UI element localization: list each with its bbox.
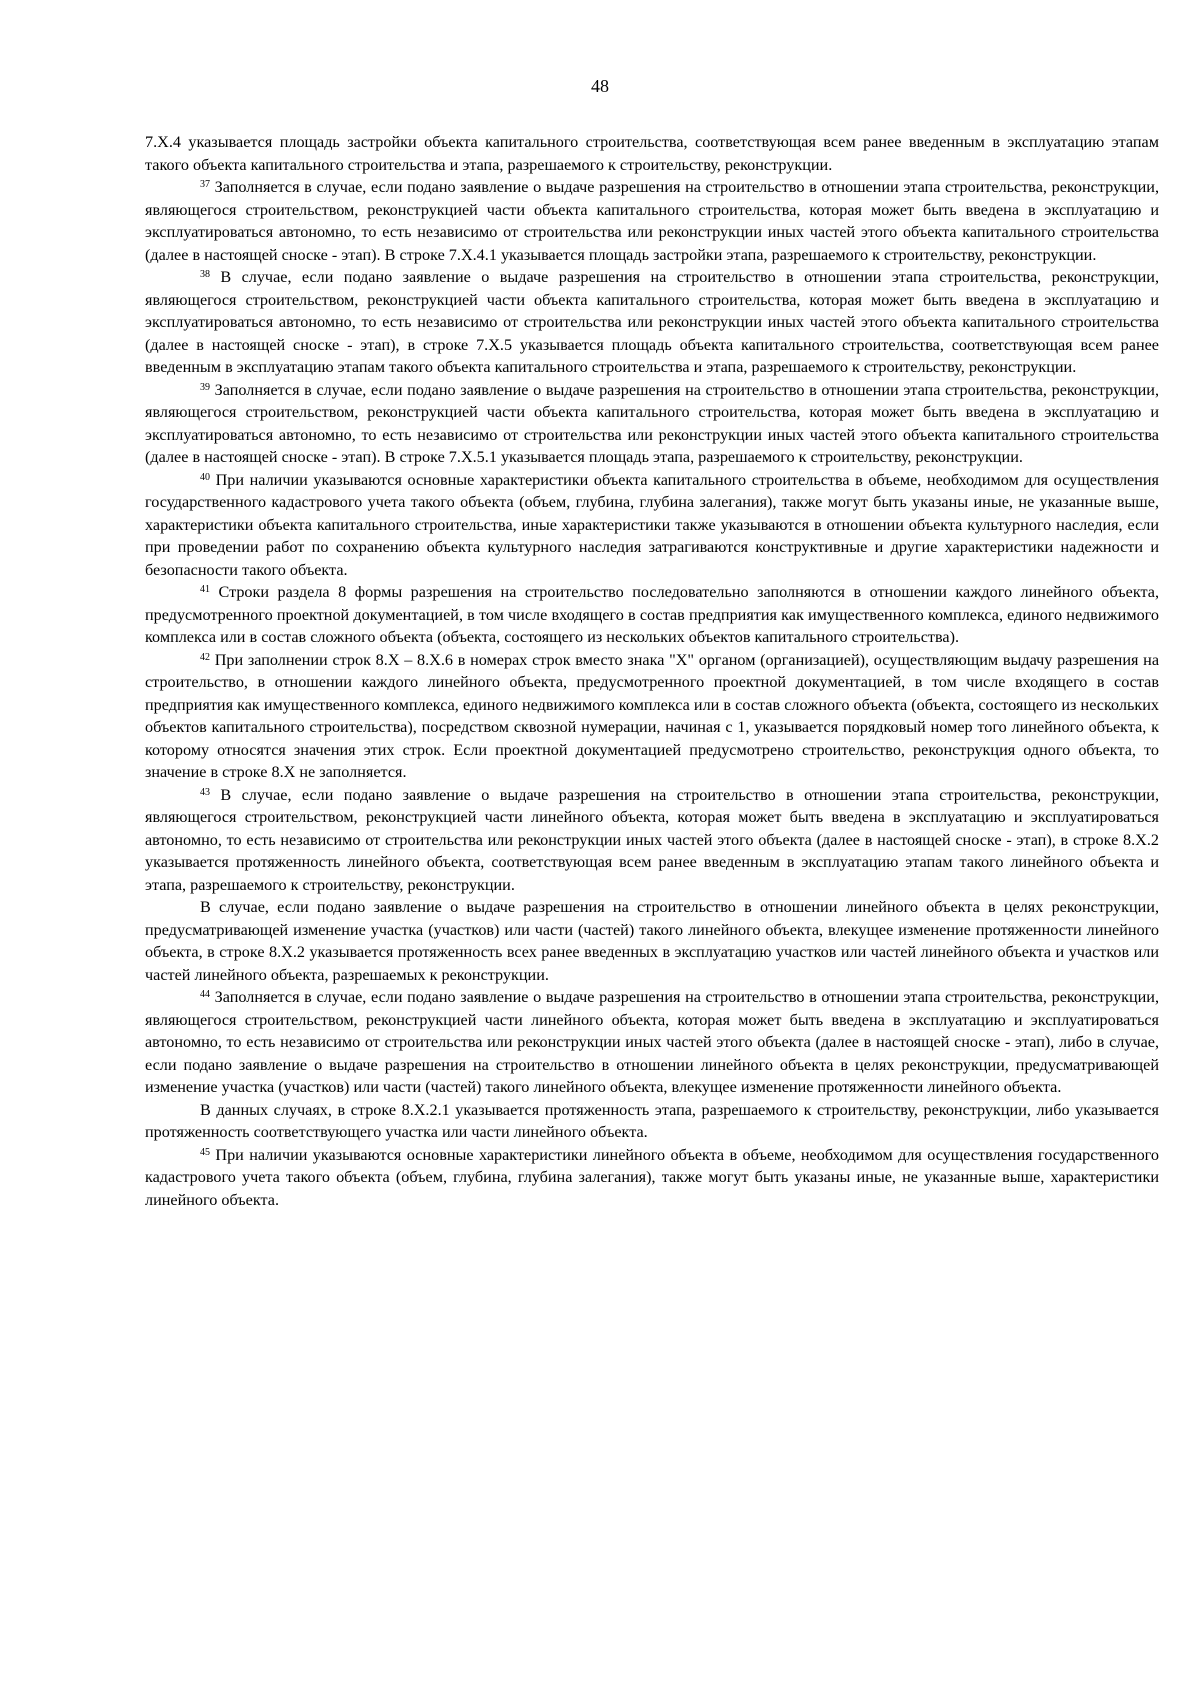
- footnote-text: В случае, если подано заявление о выдаче разрешения на строительство в отношении этапа строительства, реконструкции, являющегося строительством, реконструкцией части объекта капитального строительства, которая может быть введена в эксплуатацию и эксплуатироваться автономно, то есть независимо от строительства или реконструкции иных частей этого объекта капитального строительства (далее в настоящей сноске - этап), в строке 7.X.5 указывается площадь объекта капитального строительства, соответствующая всем ранее введенным в эксплуатацию этапам такого объекта капитального строительства и этапа, разрешаемого к строительству, реконструкции.: [145, 268, 1159, 376]
- footnote-mark: 45: [200, 1146, 210, 1158]
- footnote-mark: 42: [200, 651, 210, 663]
- footnote-41: [145, 581, 1159, 649]
- footnote-mark: 40: [200, 471, 210, 483]
- footnote-mark: 39: [200, 381, 210, 393]
- footnote-44-continuation: [145, 1099, 1159, 1144]
- paragraph-text: В данных случаях, в строке 8.X.2.1 указывается протяженность этапа, разрешаемого к строительству, реконструкции, либо указывается протяженность соответствующего участка или части линейного объекта.: [145, 1100, 1159, 1141]
- footnote-text: Заполняется в случае, если подано заявление о выдаче разрешения на строительство в отношении этапа строительства, реконструкции, являющегося строительством, реконструкцией части объекта капитального строительства, которая может быть введена в эксплуатацию и эксплуатироваться автономно, то есть независимо от строительства или реконструкции иных частей этого объекта капитального строительства (далее в настоящей сноске - этап). В строке 7.X.5.1 указывается площадь этапа, разрешаемого к строительству, реконструкции.: [145, 380, 1160, 466]
- paragraph-text: В случае, если подано заявление о выдаче разрешения на строительство в отношении линейного объекта в целях реконструкции, предусматривающей изменение участка (участков) или части (частей) такого линейного объекта, влекущее изменение протяженности линейного объекта, в строке 8.X.2 указывается протяженность всех ранее введенных в эксплуатацию участков или частей линейного объекта и участков или частей линейного объекта, разрешаемых к реконструкции.: [145, 898, 1159, 984]
- paragraph-7x4-continuation: [145, 131, 1159, 176]
- footnote-43: [145, 784, 1159, 897]
- footnote-text: При наличии указываются основные характеристики линейного объекта в объеме, необходимом для осуществления государственного кадастрового учета такого объекта (объем, глубина, глубина залегания), также могут быть указаны иные, не указанные выше, характеристики линейного объекта.: [145, 1145, 1160, 1209]
- footnote-42: [145, 649, 1159, 784]
- footnote-mark: 44: [200, 989, 210, 1000]
- footnote-43-continuation: [145, 896, 1159, 986]
- footnote-mark: 43: [200, 786, 210, 798]
- footnote-45: [145, 1144, 1159, 1212]
- footnote-44: [145, 986, 1159, 1099]
- paragraph-text: 7.X.4 указывается площадь застройки объекта капитального строительства, соответствующая всем ранее введенным в эксплуатацию этапам такого объекта капитального строительства и этапа, разрешаемого к строительству, реконструкции.: [145, 133, 1159, 174]
- footnote-39: [145, 379, 1159, 469]
- footnote-38: [145, 266, 1159, 379]
- page-number: 48: [591, 76, 609, 96]
- footnote-text: В случае, если подано заявление о выдаче разрешения на строительство в отношении этапа строительства, реконструкции, являющегося строительством, реконструкцией части линейного объекта, которая может быть введена в эксплуатацию и эксплуатироваться автономно, то есть независимо от строительства или реконструкции иных частей этого объекта (далее в настоящей сноске - этап), в строке 8.X.2 указывается протяженность линейного объекта, соответствующая всем ранее введенным в эксплуатацию этапам такого линейного объекта и этапа, разрешаемого к строительству, реконструкции.: [145, 785, 1159, 894]
- footnote-mark: 38: [200, 269, 210, 280]
- footnote-text: При заполнении строк 8.X – 8.X.6 в номерах строк вместо знака "X" органом (организацией), осуществляющим выдачу разрешения на строительство, в отношении каждого линейного объекта, предусмотренного проектной документацией, в том числе входящего в состав предприятия как имущественного комплекса, единого недвижимого комплекса или в состав сложного объекта (объекта, состоящего из нескольких объектов капитального строительства), посредством сквозной нумерации, начиная с 1, указывается порядковый номер того линейного объекта, к которому относятся значения этих строк. Если проектной документацией предусмотрено строительство, реконструкция одного объекта, то значение в строке 8.X не заполняется.: [145, 650, 1160, 781]
- footnote-text: При наличии указываются основные характеристики объекта капитального строительства в объеме, необходимом для осуществления государственного кадастрового учета такого объекта (объем, глубина, глубина залегания), также могут быть указаны иные, не указанные выше, характеристики объекта капитального строительства, иные характеристики также указываются в отношении объекта культурного наследия, если при проведении работ по сохранению объекта культурного наследия затрагиваются конструктивные и другие характеристики надежности и безопасности такого объекта.: [145, 470, 1160, 579]
- footnote-text: Строки раздела 8 формы разрешения на строительство последовательно заполняются в отношении каждого линейного объекта, предусмотренного проектной документацией, в том числе входящего в состав предприятия как имущественного комплекса, единого недвижимого комплекса или в состав сложного объекта (объекта, состоящего из нескольких объектов капитального строительства).: [145, 583, 1160, 646]
- footnote-mark: 41: [200, 584, 210, 595]
- footnote-40: [145, 469, 1159, 582]
- footnote-text: Заполняется в случае, если подано заявление о выдаче разрешения на строительство в отношении этапа строительства, реконструкции, являющегося строительством, реконструкцией части объекта капитального строительства, которая может быть введена в эксплуатацию и эксплуатироваться автономно, то есть независимо от строительства или реконструкции иных частей этого объекта капитального строительства (далее в настоящей сноске - этап). В строке 7.X.4.1 указывается площадь застройки этапа, разрешаемого к строительству, реконструкции.: [145, 178, 1160, 264]
- footnotes-body: [145, 131, 1159, 1211]
- footnote-text: Заполняется в случае, если подано заявление о выдаче разрешения на строительство в отношении этапа строительства, реконструкции, являющегося строительством, реконструкцией части линейного объекта, которая может быть введена в эксплуатацию и эксплуатироваться автономно, то есть независимо от строительства или реконструкции иных частей этого объекта (далее в настоящей сноске - этап), либо в случае, если подано заявление о выдаче разрешения на строительство в отношении линейного объекта в целях реконструкции, предусматривающей изменение участка (участков) или части (частей) такого линейного объекта, влекущее изменение протяженности линейного объекта.: [145, 988, 1160, 1096]
- footnote-37: [145, 176, 1159, 266]
- footnote-mark: 37: [200, 179, 210, 190]
